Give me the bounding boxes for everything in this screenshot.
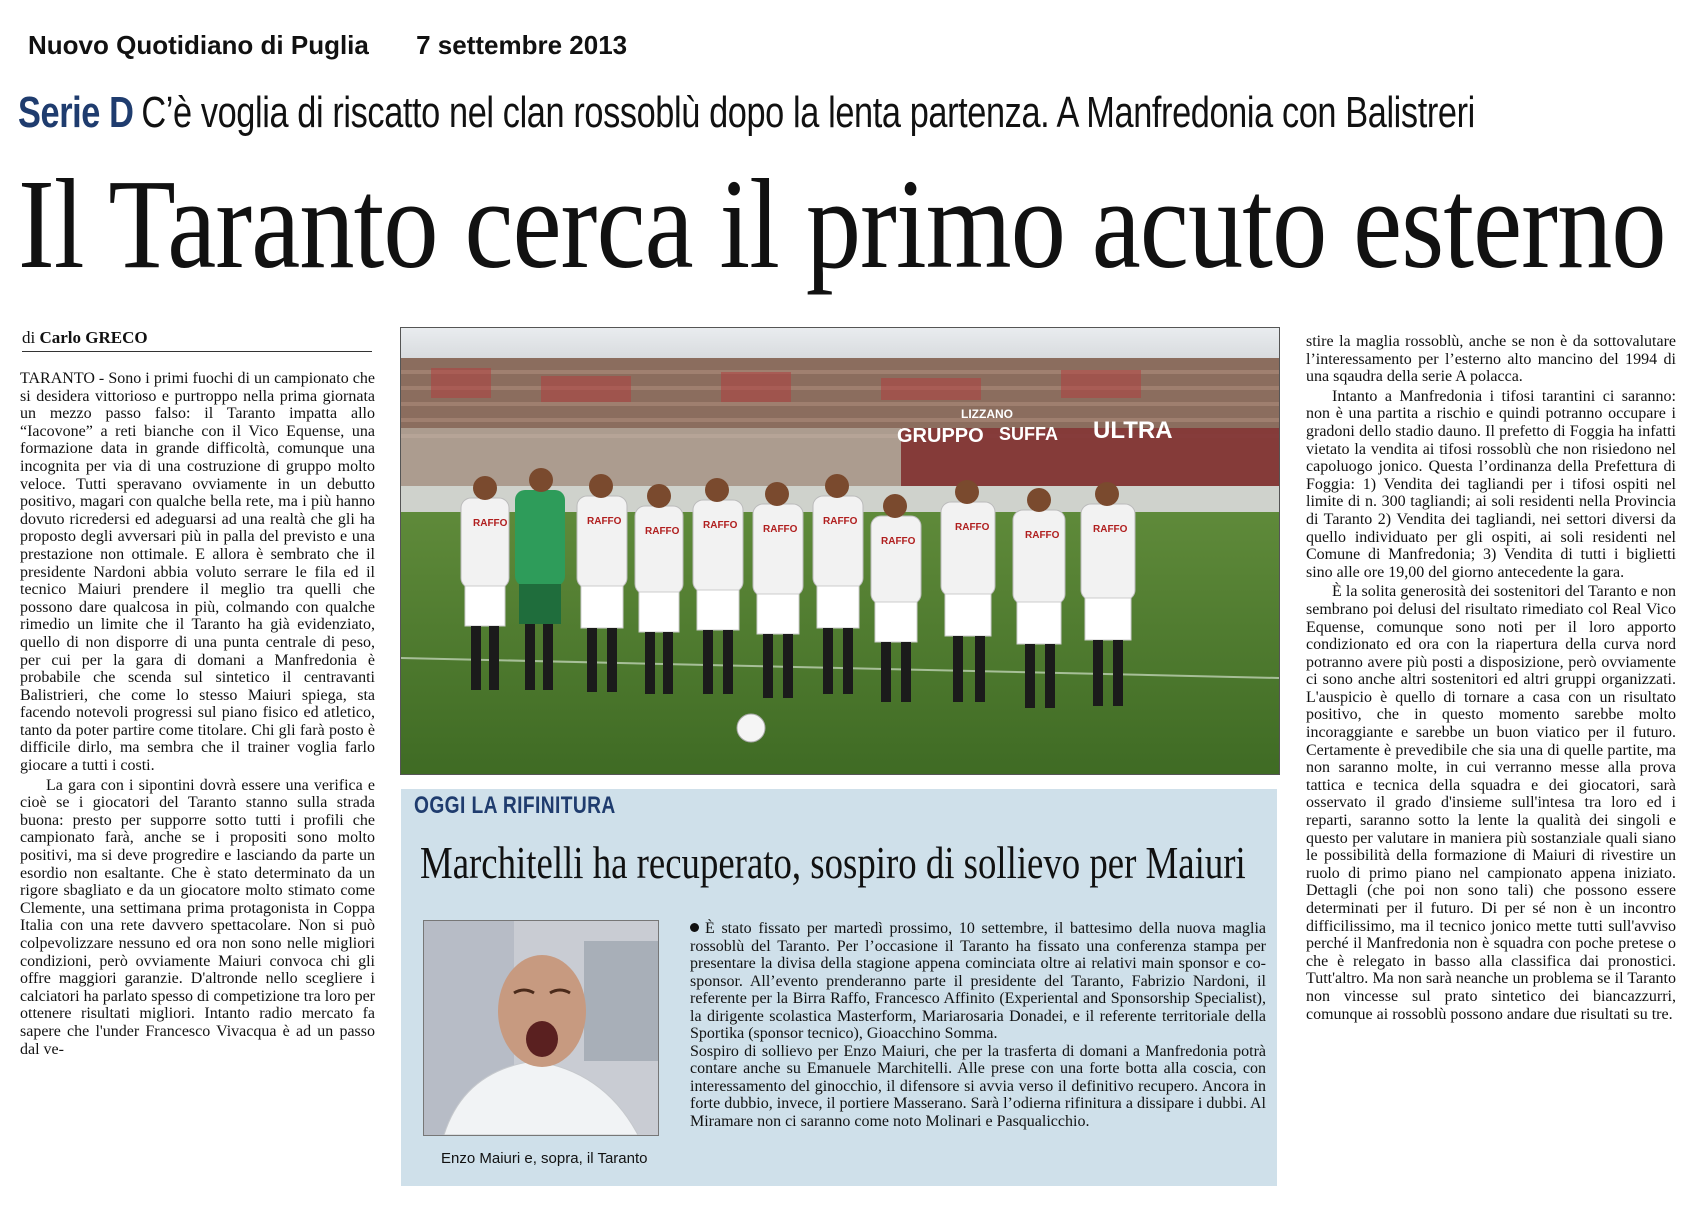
coach-photo: [423, 920, 659, 1136]
byline-author: Carlo GRECO: [39, 328, 148, 347]
shirt-sponsor: RAFFO: [645, 526, 680, 537]
shirt-sponsor: RAFFO: [823, 516, 858, 527]
article-paragraph: TARANTO - Sono i primi fuochi di un campionato che si desidera vittorioso e purtroppo nella prima giornata un mezzo passo falso: il Taranto impatta allo “Iacovone” a reti bianche con il Vico Equense, una formazione data in grande difficoltà, comunque una incognita per via di una costruzione di gruppo molto veloce. Tutti speravano ovviamente in un debutto positivo, magari con qualche bella rete, ma i più hanno dovuto ricredersi ed adeguarsi ad una realtà che gli ha proposto degli avversari più in palla del previsto e una prestazione non ottimale. E allora è sembrato che il presidente Nardoni abbia voluto serrare le fila ed il tecnico Maiuri prendere il meglio tra quelli che possono dare qualcosa in più, colmando con qualche rimedio un limite che il Taranto ha già evidenziato, quello di non disporre di una punta centrale di peso, per cui per la gara di domani a Manfredonia è probabile che scenda sul sintetico il centravanti Balistrieri, che come lo stesso Maiuri spiega, sta facendo notevoli progressi sul piano fisico ed atletico, tanto da poter partire come titolare. Chi gli farà posto è difficile dirlo, ma sembra che il trainer voglia farlo giocare a tutti i costi.: [20, 370, 375, 775]
photo-caption: Enzo Maiuri e, sopra, il Taranto: [441, 1150, 648, 1167]
article-paragraph: stire la maglia rossoblù, anche se non è da sottovalutare l’interessamento per l’esterno alto mancino del 1994 di una sqaudra della serie A polacca.: [1306, 333, 1676, 386]
article-paragraph: La gara con i sipontini dovrà essere una verifica e cioè se i giocatori del Taranto stanno sulla strada buona: presto per supporre sotto tutti i profili che campionato farà, anche se i propositi sono molto positivi, ma si deve progredire e lasciando da parte un esordio non esaltante. Che è stato determinato da un rigore sbagliato e da un giocatore molto stimato come Clemente, una settimana prima protagonista in Coppa Italia con una rete davvero spettacolare. Non si può colpevolizzare nessuno ed ora non sono nelle migliori condizioni, però ovviamente Maiuri convoca chi gli offre maggiori garanzie. D'altronde nello scegliere i calciatori ha parlato spesso di competizione tra loro per ottenere risultati migliori. Intanto radio mercato fa sapere che l'under Francesco Vivacqua è ad un passo dal ve-: [20, 776, 375, 1058]
shirt-sponsor: RAFFO: [473, 518, 508, 529]
fan-banner: LIZZANO: [961, 407, 1013, 421]
shirt-sponsor: RAFFO: [703, 520, 738, 531]
shirt-sponsor: RAFFO: [763, 524, 798, 535]
shirt-sponsor: RAFFO: [587, 516, 622, 527]
fan-banner: GRUPPO: [897, 425, 984, 447]
sidebar-kicker: OGGI LA RIFINITURA: [414, 792, 616, 819]
article-kicker: [18, 88, 1475, 138]
sidebar-title: Marchitelli ha recuperato, sospiro di sollievo per Maiuri: [420, 837, 1246, 888]
sidebar-paragraph: Sospiro di sollievo per Enzo Maiuri, che per la trasferta di domani a Manfredonia potrà contare anche su Emanuele Marchitelli. Alle prese con una forte botta alla coscia, con interessamento del ginocchio, il difensore si avvia verso il definitivo recupero. Ancora in forte dubbio, invece, il portiere Masserano. Sarà l’odierna rifinitura a dissipare i dubbi. Al Miramare non ci saranno come noto Molinari e Pasqualicchio.: [690, 1042, 1266, 1130]
bullet-icon: [690, 923, 699, 932]
section-label: Serie D: [18, 88, 134, 137]
article-column-right: [1306, 333, 1676, 1023]
fan-banner: SUFFA: [999, 424, 1059, 444]
headline: Il Taranto cerca il primo acuto esterno: [18, 153, 1666, 295]
kicker-text: C’è voglia di riscatto nel clan rossoblù dopo la lenta partenza. A Manfredonia con Balistreri: [141, 88, 1475, 137]
shirt-sponsor: RAFFO: [955, 522, 990, 533]
fan-banner: ULTRA: [1093, 417, 1173, 444]
shirt-sponsor: RAFFO: [881, 536, 916, 547]
sidebar-text: [690, 920, 1266, 1130]
article-paragraph: È la solita generosità dei sostenitori del Taranto e non sembrano poi delusi del risultato rimediato col Real Vico Equense, comunque sono noti per il loro apporto condizionato ed ora con la riapertura della curva nord potranno avere più posti a disposizione, però ovviamente ci sono anche altri sostenitori ed altri gruppi organizzati. L'auspicio è quello di tornare a casa con un risultato positivo, che in questo momento sarebbe molto incoraggiante e sarebbe un buon viatico per il futuro. Certamente è prevedibile che sia una di quelle partite, ma non saranno molte, in cui verranno messe alla prova tattica e tecnica della squadra e dei giocatori, sarà osservato il grado d'insieme sull'intesa tra loro ed i reparti, saranno sotto la lente la qualità dei singoli e questo per valutare in maniera più sostanziale quali siano le possibilità della formazione di Maiuri di rivestire un ruolo di primo piano nel campionato appena iniziato. Dettagli (che poi non sono tali) che possono essere determinati per il futuro. Di per sé non è un incontro difficilissimo, ma il tecnico jonico mette tutti sull'avviso perché il Manfredonia non è squadra con poche pretese o che è relegato in basso alla classifica dai pronostici. Tutt'altro. Ma non sarà neanche un problema se il Taranto non vincesse sul prato sintetico dei biancazzurri, comunque ai rossoblù possono andare due risultati su tre.: [1306, 583, 1676, 1023]
shirt-sponsor: RAFFO: [1093, 524, 1128, 535]
newspaper-source: [28, 30, 627, 61]
publication-date: 7 settembre 2013: [416, 30, 628, 60]
byline: [22, 328, 372, 352]
newspaper-name: Nuovo Quotidiano di Puglia: [28, 30, 369, 60]
sidebar-paragraph: È stato fissato per martedì prossimo, 10 settembre, il battesimo della nuova maglia rossoblù del Taranto. Per l’occasione il Taranto ha fissato una conferenza stampa per presentare la divisa della stagione appena cominciata oltre ai relativi main sponsor e co-sponsor. All’evento prenderanno parte il presidente del Taranto, Fabrizio Nardoni, il referente per la Birra Raffo, Francesco Affinito (Experiental and Sponsorship Specialist), la dirigente scolastica Masterform, Mariarosaria Donadei, e il referente territoriale della Sportika (sponsor tecnico), Gioacchino Somma.: [690, 920, 1266, 1042]
byline-prefix: di: [22, 328, 36, 347]
coach-photo-image: [424, 921, 658, 1135]
shirt-sponsor: RAFFO: [1025, 530, 1060, 541]
football: [737, 714, 765, 742]
article-paragraph: Intanto a Manfredonia i tifosi tarantini ci saranno: non è una partita a rischio e quindi potranno occupare i gradoni dello stadio dauno. Il prefetto di Foggia ha infatti vietato la vendita ai tifosi rossoblù che non risiedono nel capoluogo jonico. Questa l’ordinanza della Prefettura di Foggia: 1) Vendita dei tagliandi per i tifosi ospiti nel limite di n. 300 tagliandi; ai soli residenti nella Provincia di Taranto 2) Vendita dei tagliandi, nei settori diversi da quello individuato per gli ospiti, ai soli residenti nel Comune di Manfredonia; 3) Vendita di tutti i biglietti sino alle ore 19,00 del giorno antecedente la gara.: [1306, 387, 1676, 581]
team-photo: [400, 327, 1280, 775]
article-column-left: [20, 370, 375, 1058]
team-photo-image: [401, 328, 1279, 774]
